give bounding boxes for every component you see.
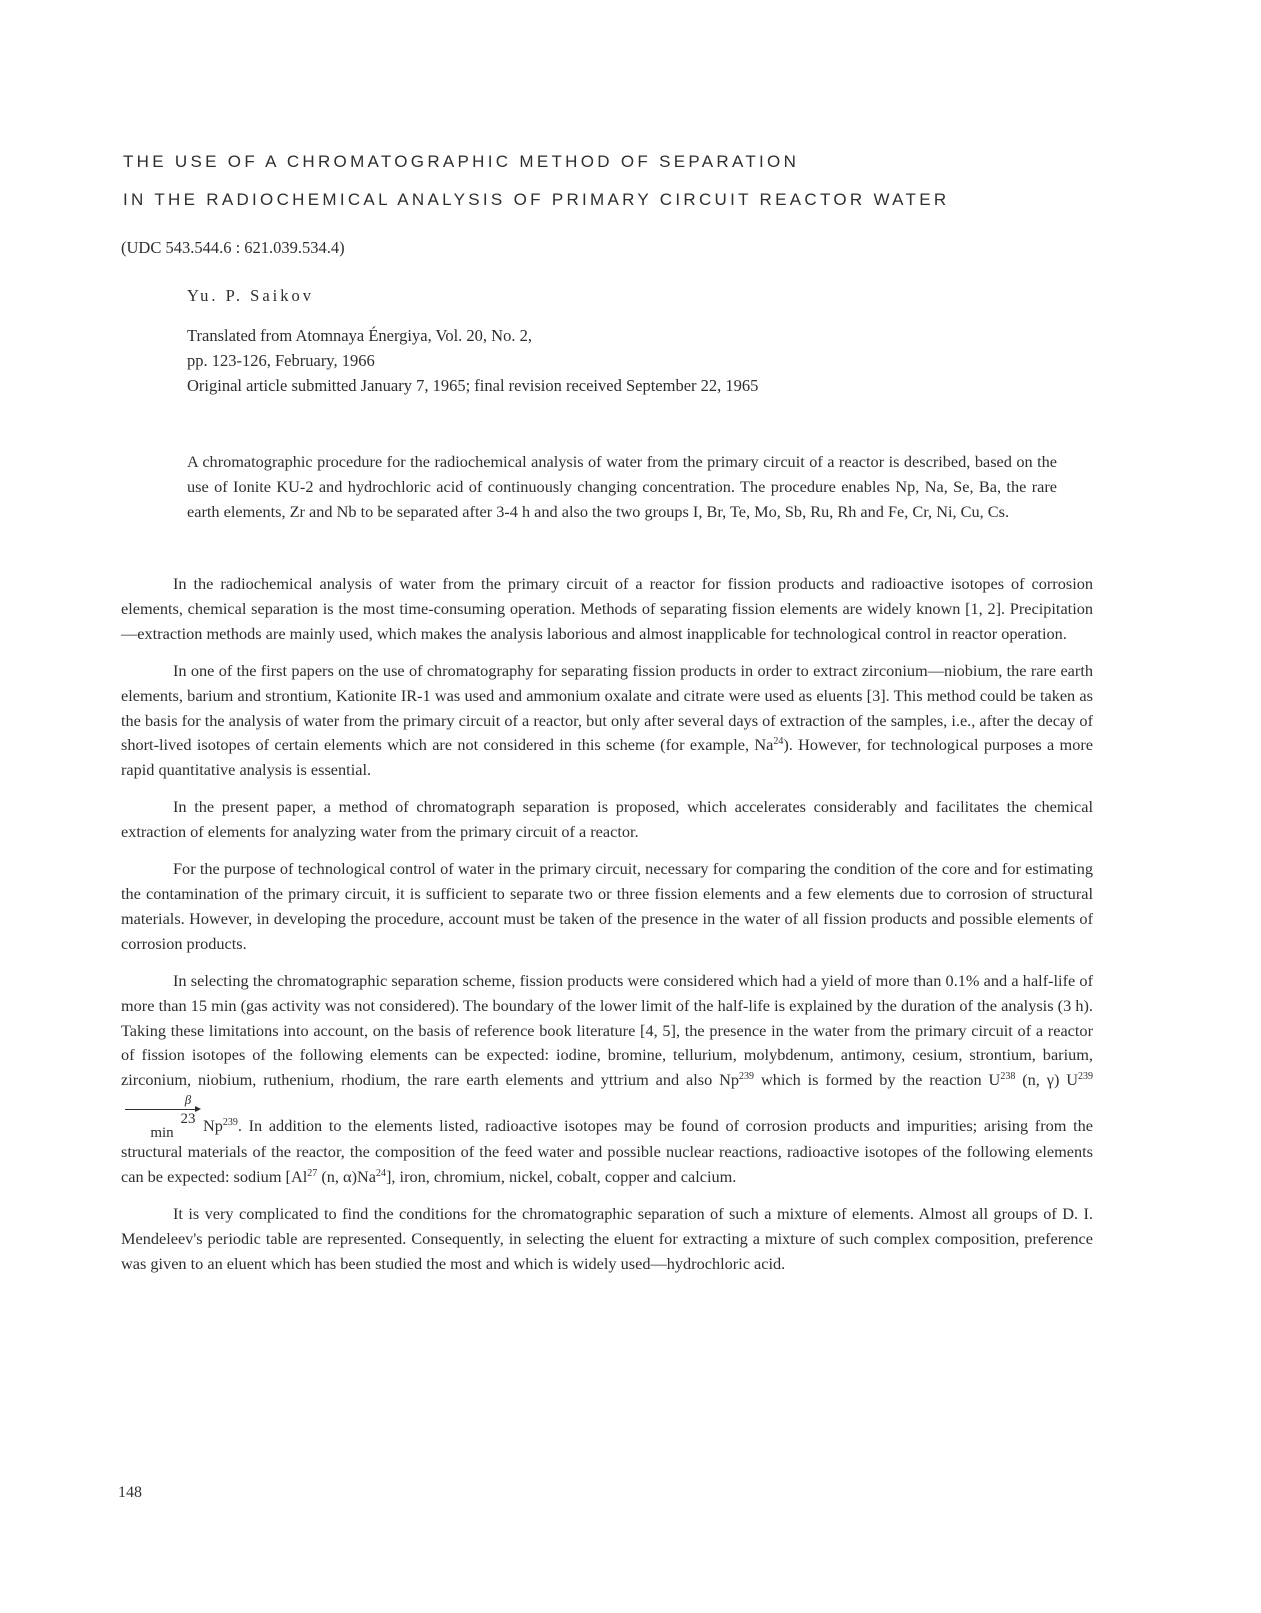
paragraph-5-text-d: Np [203,1116,223,1136]
paragraph-5-text-c: (n, γ) U [1015,1070,1079,1090]
translation-source: Translated from Atomnaya Énergiya, Vol. 20, No. 2, [187,326,532,345]
paragraph-5-text-a: In selecting the chromatographic separation scheme, fission products were considered which had a yield of more than 0.1% and a half-life of more than 15 min (gas activity was not considered). The boundary of the lower limit of the half-life is explained by the duration of the analysis (3 h). Taking these limitations into account, on the basis of reference book literature [4, 5], the presence in the water from the primary circuit of a reactor of fission isotopes of the following elements can be expected: iodine, bromine, tellurium, molybdenum, antimony, cesium, strontium, barium, zirconium, niobium, ruthenium, rhodium, the rare earth elements and yttrium and also Np [121,970,1093,1090]
article-body [121,572,1093,1277]
paragraph-2-text-b: ). However, for technological purposes a more rapid quantitative analysis is essential. [121,735,1093,780]
udc-code: (UDC 543.544.6 : 621.039.534.4) [121,238,345,257]
beta-symbol: β [184,1092,192,1108]
page-number: 148 [118,1484,142,1501]
abstract: A chromatographic procedure for the radiochemical analysis of water from the primary circuit of a reactor is described, based on the use of Ionite KU-2 and hydrochloric acid of continuously changing concentration. The procedure enables Np, Na, Se, Ba, the rare earth elements, Zr and Nb to be separated after 3-4 h and also the two groups I, Br, Te, Mo, Sb, Ru, Rh and Fe, Cr, Ni, Cu, Cs. [187,452,1057,521]
superscript: 239 [739,1071,755,1083]
superscript: 27 [307,1168,318,1180]
decay-time: 23 min [150,1111,196,1142]
arrow-icon [125,1109,199,1110]
author-name: Yu. P. Saikov [187,286,315,305]
decay-arrow [125,1093,199,1140]
paragraph-6: It is very complicated to find the conditions for the chromatographic separation of such a mixture of elements. Almost all groups of D. I. Mendeleev's periodic table are represented. Consequently, in selecting the eluent for extracting a mixture of such complex composition, preference was given to an eluent which has been studied the most and which is widely used—hydrochloric acid. [121,1204,1093,1273]
paragraph-1: In the radiochemical analysis of water from the primary circuit of a reactor for fission products and radioactive isotopes of corrosion elements, chemical separation is the most time-consuming operation. Methods of separating fission elements are widely known [1, 2]. Precipitation—extraction methods are mainly used, which makes the analysis laborious and almost inapplicable for technological control in reactor operation. [121,574,1093,643]
paragraph-5-text-e: . In addition to the elements listed, radioactive isotopes may be found of corrosion products and impurities; arising from the structural materials of the reactor, the composition of the feed water and possible nuclear reactions, radioactive isotopes of the following elements can be expected: sodium [Al [121,1116,1093,1187]
superscript: 24 [773,736,784,748]
paragraph-5-text-b: which is formed by the reaction U [754,1070,1001,1090]
superscript: 239 [222,1117,238,1129]
paragraph-2 [121,659,1093,784]
superscript: 239 [1078,1071,1094,1083]
translation-pages: pp. 123-126, February, 1966 [187,351,375,370]
article-title-line-1: THE USE OF A CHROMATOGRAPHIC METHOD OF SEPARATION [123,152,800,171]
paragraph-5-text-f: (n, α)Na [317,1167,376,1187]
submission-dates: Original article submitted January 7, 1965; final revision received September 22, 1965 [187,376,759,395]
paragraph-4: For the purpose of technological control of water in the primary circuit, necessary for comparing the condition of the core and for estimating the contamination of the primary circuit, it is sufficient to separate two or three fission elements and a few elements due to corrosion of structural materials. However, in developing the procedure, account must be taken of the presence in the water of all fission products and possible elements of corrosion products. [121,859,1093,953]
paragraph-3: In the present paper, a method of chromatograph separation is proposed, which accelerates considerably and facilitates the chemical extraction of elements for analyzing water from the primary circuit of a reactor. [121,797,1093,842]
superscript: 24 [375,1168,386,1180]
paragraph-5 [121,969,1093,1190]
paragraph-5-text-g: ], iron, chromium, nickel, cobalt, copper and calcium. [385,1167,737,1187]
article-title-line-2: IN THE RADIOCHEMICAL ANALYSIS OF PRIMARY CIRCUIT REACTOR WATER [123,190,950,209]
paragraph-2-text-a: In one of the first papers on the use of chromatography for separating fission products in order to extract zirconium—niobium, the rare earth elements, barium and strontium, Kationite IR-1 was used and ammonium oxalate and citrate were used as eluents [3]. This method could be taken as the basis for the analysis of water from the primary circuit of a reactor, but only after several days of extraction of the samples, i.e., after the decay of short-lived isotopes of certain elements which are not considered in this scheme (for example, Na [121,660,1093,755]
superscript: 238 [1000,1071,1016,1083]
